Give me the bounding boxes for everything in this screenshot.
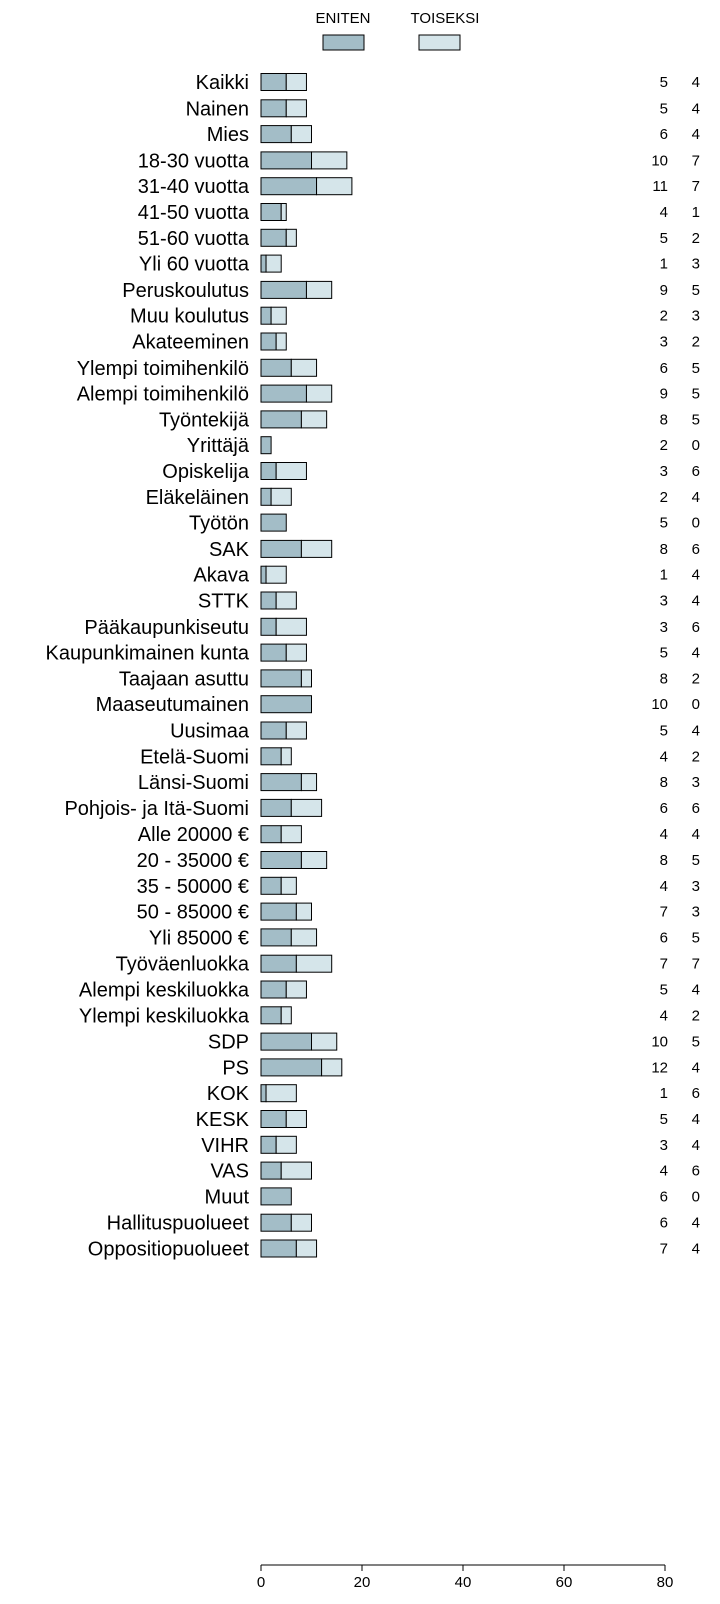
bar-toiseksi — [286, 644, 306, 661]
bar-row — [132, 332, 700, 354]
bar-eniten — [261, 981, 286, 998]
row-label: Maaseutumainen — [95, 694, 249, 717]
value-label-eniten: 6 — [659, 799, 668, 817]
legend-label-eniten: ENITEN — [315, 10, 371, 27]
bar-row — [193, 565, 700, 587]
value-label-eniten: 5 — [659, 100, 668, 118]
value-label-toiseksi: 0 — [691, 1188, 700, 1206]
value-label-toiseksi: 5 — [691, 929, 700, 947]
bar-row — [116, 954, 700, 976]
value-label-eniten: 6 — [659, 126, 668, 144]
value-label-eniten: 6 — [659, 1214, 668, 1232]
value-label-eniten: 8 — [659, 411, 668, 429]
value-label-eniten: 1 — [659, 255, 668, 273]
bar-eniten — [261, 152, 312, 169]
value-label-toiseksi: 4 — [691, 1214, 700, 1232]
value-label-eniten: 3 — [659, 592, 668, 610]
value-label-eniten: 2 — [659, 307, 668, 325]
value-label-toiseksi: 1 — [691, 204, 700, 221]
row-label: Akava — [193, 564, 249, 587]
row-label: Ylempi keskiluokka — [78, 1005, 249, 1028]
row-label: Eläkeläinen — [145, 486, 249, 509]
value-label-toiseksi: 3 — [691, 877, 700, 895]
row-label: 35 - 50000 € — [136, 875, 249, 898]
value-label-toiseksi: 4 — [691, 981, 700, 999]
bar-eniten — [261, 74, 286, 91]
bar-toiseksi — [291, 359, 316, 376]
value-label-toiseksi: 6 — [691, 463, 700, 480]
bar-row — [139, 254, 700, 276]
value-label-toiseksi: 6 — [691, 540, 700, 558]
bar-eniten — [261, 1033, 312, 1050]
row-label: Peruskoulutus — [122, 279, 249, 302]
value-label-eniten: 6 — [659, 929, 668, 947]
bar-toiseksi — [286, 100, 306, 117]
bar-row — [138, 150, 700, 172]
bar-row — [77, 358, 700, 380]
row-label: Akateeminen — [132, 331, 249, 354]
value-label-eniten: 4 — [659, 877, 668, 895]
legend-swatch-eniten — [323, 35, 364, 50]
row-label: Mies — [206, 124, 249, 147]
value-label-toiseksi: 4 — [691, 126, 700, 144]
value-label-eniten: 3 — [659, 463, 668, 480]
value-label-toiseksi: 2 — [691, 748, 700, 766]
row-label: 50 - 85000 € — [136, 901, 249, 924]
x-axis — [257, 1565, 674, 1591]
bar-row — [159, 409, 700, 431]
bar-rows — [46, 72, 700, 1261]
value-label-toiseksi: 3 — [691, 255, 700, 273]
value-label-eniten: 8 — [659, 670, 668, 688]
value-label-toiseksi: 6 — [691, 1162, 700, 1180]
bar-toiseksi — [271, 488, 291, 505]
value-label-eniten: 1 — [659, 566, 668, 584]
legend — [315, 10, 479, 50]
bar-row — [46, 643, 700, 665]
bar-row — [198, 591, 700, 613]
bar-row — [208, 1032, 700, 1054]
bar-row — [79, 1005, 700, 1027]
value-label-eniten: 11 — [652, 178, 668, 196]
bar-row — [77, 384, 700, 406]
value-label-eniten: 5 — [659, 514, 668, 532]
bar-toiseksi — [276, 463, 306, 480]
bar-toiseksi — [281, 1007, 291, 1024]
bar-row — [88, 1239, 700, 1261]
value-label-eniten: 7 — [659, 955, 668, 973]
bar-eniten — [261, 903, 296, 920]
bar-toiseksi — [306, 281, 331, 298]
legend-swatch-toiseksi — [419, 35, 460, 50]
value-label-eniten: 7 — [659, 1240, 668, 1258]
row-label: SAK — [208, 538, 249, 561]
value-label-toiseksi: 3 — [691, 774, 700, 792]
value-label-eniten: 6 — [659, 359, 668, 377]
bar-row — [207, 1083, 700, 1105]
row-label: Alempi toimihenkilö — [76, 383, 249, 406]
bar-toiseksi — [286, 1111, 306, 1128]
value-label-toiseksi: 4 — [691, 826, 700, 844]
bar-eniten — [261, 514, 286, 531]
bar-eniten — [261, 1111, 286, 1128]
bar-eniten — [261, 592, 276, 609]
bar-eniten — [261, 748, 281, 765]
row-label: Työntekijä — [158, 409, 249, 432]
bar-eniten — [261, 774, 301, 791]
value-label-eniten: 2 — [659, 437, 668, 455]
value-label-toiseksi: 4 — [691, 644, 700, 662]
value-label-eniten: 5 — [659, 981, 668, 999]
value-label-toiseksi: 3 — [691, 903, 700, 921]
row-label: KOK — [206, 1083, 249, 1106]
bar-row — [79, 980, 700, 1002]
value-label-eniten: 3 — [659, 1136, 668, 1154]
value-label-toiseksi: 6 — [691, 1085, 700, 1103]
bar-eniten — [261, 696, 312, 713]
row-label: Alempi keskiluokka — [78, 979, 249, 1002]
x-tick-label: 20 — [353, 1574, 371, 1591]
value-label-eniten: 4 — [659, 748, 668, 766]
bar-eniten — [261, 229, 286, 246]
value-label-toiseksi: 4 — [691, 592, 700, 610]
value-label-eniten: 10 — [651, 152, 668, 170]
bar-eniten — [261, 255, 266, 272]
row-label: 51-60 vuotta — [137, 227, 249, 250]
value-label-eniten: 5 — [659, 1111, 668, 1128]
bar-toiseksi — [281, 826, 301, 843]
bar-toiseksi — [276, 1136, 296, 1153]
row-label: Opiskelija — [162, 461, 249, 483]
bar-toiseksi — [281, 1162, 311, 1179]
x-tick-label: 60 — [555, 1574, 573, 1591]
value-label-eniten: 9 — [659, 281, 668, 299]
value-label-eniten: 8 — [659, 774, 668, 792]
bar-eniten — [261, 929, 291, 946]
row-label: Alle 20000 € — [137, 824, 249, 847]
bar-toiseksi — [291, 799, 321, 816]
value-label-toiseksi: 5 — [691, 1033, 700, 1051]
value-label-toiseksi: 0 — [691, 514, 700, 532]
bar-row — [140, 746, 700, 768]
row-label: Kaikki — [195, 72, 249, 94]
bar-eniten — [261, 437, 271, 454]
value-label-toiseksi: 4 — [691, 74, 700, 91]
bar-row — [96, 694, 700, 716]
x-tick-label: 0 — [256, 1574, 266, 1591]
value-label-toiseksi: 5 — [691, 411, 700, 429]
bar-row — [196, 72, 700, 94]
row-label: Yrittäjä — [186, 435, 249, 458]
value-label-toiseksi: 6 — [691, 618, 700, 636]
bar-eniten — [261, 385, 306, 402]
bar-eniten — [261, 566, 266, 583]
row-label: 18-30 vuotta — [137, 150, 249, 173]
bar-toiseksi — [301, 774, 316, 791]
value-label-toiseksi: 7 — [691, 955, 700, 973]
value-label-toiseksi: 3 — [691, 307, 700, 325]
bar-toiseksi — [291, 929, 316, 946]
row-label: VAS — [210, 1160, 249, 1183]
bar-row — [107, 1213, 700, 1235]
bar-toiseksi — [276, 333, 286, 350]
bar-toiseksi — [266, 255, 281, 272]
legend-label-toiseksi: TOISEKSI — [410, 10, 480, 27]
row-label: VIHR — [201, 1134, 249, 1157]
row-label: Työväenluokka — [115, 953, 249, 976]
bar-toiseksi — [286, 229, 296, 246]
bar-toiseksi — [286, 981, 306, 998]
bar-row — [162, 461, 700, 483]
bar-toiseksi — [312, 1033, 337, 1050]
row-label: Nainen — [185, 98, 249, 121]
row-label: Uusimaa — [170, 720, 249, 743]
bar-row — [138, 176, 700, 198]
value-label-toiseksi: 4 — [691, 722, 700, 740]
bar-toiseksi — [266, 566, 286, 583]
value-label-eniten: 7 — [659, 903, 668, 921]
bar-row — [201, 1135, 700, 1157]
bar-eniten — [261, 178, 317, 195]
bar-eniten — [261, 1214, 291, 1231]
value-label-eniten: 4 — [659, 1007, 668, 1025]
bar-row — [210, 1161, 700, 1183]
bar-toiseksi — [286, 74, 306, 91]
bar-toiseksi — [296, 903, 311, 920]
bar-toiseksi — [281, 204, 286, 221]
bar-eniten — [261, 1007, 281, 1024]
bar-toiseksi — [301, 670, 311, 687]
bar-row — [170, 721, 700, 743]
row-label: Hallituspuolueet — [106, 1212, 249, 1235]
bar-toiseksi — [301, 852, 326, 869]
row-label: PS — [222, 1057, 249, 1080]
row-label: Oppositiopuolueet — [87, 1238, 249, 1261]
value-label-toiseksi: 2 — [691, 333, 700, 351]
bar-toiseksi — [317, 178, 352, 195]
bar-toiseksi — [306, 385, 331, 402]
value-label-toiseksi: 7 — [691, 178, 700, 196]
value-label-toiseksi: 4 — [691, 566, 700, 584]
bar-toiseksi — [296, 955, 331, 972]
row-label: Ylempi toimihenkilö — [76, 357, 249, 380]
value-label-toiseksi: 5 — [691, 385, 700, 403]
bar-row — [149, 927, 700, 949]
row-label: 20 - 35000 € — [136, 850, 249, 872]
row-label: Pääkaupunkiseutu — [84, 616, 249, 639]
value-label-eniten: 3 — [659, 618, 668, 636]
bar-row — [205, 1186, 700, 1208]
bar-toiseksi — [312, 152, 347, 169]
row-label: Taajaan asuttu — [118, 668, 249, 691]
value-label-eniten: 6 — [659, 1188, 668, 1206]
bar-eniten — [261, 126, 291, 143]
row-label: SDP — [207, 1031, 249, 1054]
row-label: Etelä-Suomi — [140, 746, 249, 769]
bar-eniten — [261, 852, 301, 869]
bar-row — [222, 1057, 700, 1079]
value-label-toiseksi: 5 — [691, 359, 700, 377]
bar-eniten — [261, 100, 286, 117]
value-label-eniten: 5 — [659, 229, 668, 247]
bar-eniten — [261, 488, 271, 505]
bar-toiseksi — [291, 126, 311, 143]
bar-eniten — [261, 204, 281, 221]
bar-row — [84, 617, 700, 639]
row-label: STTK — [197, 590, 249, 613]
value-label-eniten: 10 — [651, 696, 668, 714]
value-label-toiseksi: 5 — [691, 281, 700, 299]
bar-toiseksi — [301, 411, 326, 428]
bar-eniten — [261, 1188, 291, 1205]
bar-eniten — [261, 333, 276, 350]
value-label-toiseksi: 4 — [691, 1111, 700, 1128]
bar-row — [138, 824, 700, 846]
value-label-toiseksi: 6 — [691, 799, 700, 817]
value-label-eniten: 5 — [659, 722, 668, 740]
row-label: 41-50 vuotta — [137, 202, 249, 224]
bar-row — [138, 202, 700, 224]
bar-eniten — [261, 463, 276, 480]
value-label-eniten: 5 — [659, 644, 668, 662]
value-label-eniten: 4 — [659, 204, 668, 221]
bar-toiseksi — [281, 748, 291, 765]
bar-eniten — [261, 1136, 276, 1153]
bar-toiseksi — [286, 722, 306, 739]
bar-eniten — [261, 877, 281, 894]
value-label-eniten: 10 — [651, 1033, 668, 1051]
bar-eniten — [261, 799, 291, 816]
bar-eniten — [261, 1162, 281, 1179]
bar-row — [64, 798, 700, 820]
bar-row — [119, 668, 700, 690]
bar-toiseksi — [301, 540, 331, 557]
bar-eniten — [261, 826, 281, 843]
bar-eniten — [261, 1059, 322, 1076]
bar-eniten — [261, 618, 276, 635]
bar-row — [138, 772, 700, 794]
value-label-toiseksi: 2 — [691, 670, 700, 688]
value-label-eniten: 9 — [659, 385, 668, 403]
x-tick-label: 80 — [656, 1574, 674, 1591]
row-label: Työtön — [188, 512, 249, 535]
value-label-toiseksi: 2 — [691, 1007, 700, 1025]
bar-row — [209, 539, 700, 561]
value-label-toiseksi: 0 — [691, 437, 700, 455]
bar-row — [130, 306, 700, 328]
row-label: Yli 85000 € — [148, 927, 249, 950]
row-label: Yli 60 vuotta — [138, 253, 249, 276]
bar-toiseksi — [291, 1214, 311, 1231]
value-label-eniten: 8 — [659, 540, 668, 558]
bar-toiseksi — [276, 618, 306, 635]
bar-toiseksi — [276, 592, 296, 609]
value-label-eniten: 3 — [659, 333, 668, 351]
bar-row — [186, 98, 700, 120]
value-label-eniten: 4 — [659, 1162, 668, 1180]
bar-toiseksi — [296, 1240, 316, 1257]
bar-row — [187, 435, 700, 457]
value-label-eniten: 4 — [659, 826, 668, 844]
bar-row — [138, 228, 700, 250]
bar-toiseksi — [266, 1085, 296, 1102]
bar-row — [207, 124, 700, 146]
bar-eniten — [261, 1085, 266, 1102]
bar-row — [137, 850, 700, 872]
value-label-toiseksi: 2 — [691, 229, 700, 247]
value-label-toiseksi: 4 — [691, 1059, 700, 1077]
value-label-toiseksi: 4 — [691, 488, 700, 506]
value-label-toiseksi: 4 — [691, 100, 700, 118]
bar-eniten — [261, 411, 301, 428]
value-label-toiseksi: 5 — [691, 852, 700, 869]
row-label: Länsi-Suomi — [137, 772, 249, 795]
bar-row — [196, 1109, 700, 1131]
bar-eniten — [261, 722, 286, 739]
row-label: KESK — [195, 1109, 249, 1131]
bar-toiseksi — [322, 1059, 342, 1076]
row-label: Muut — [204, 1186, 249, 1209]
bar-eniten — [261, 307, 271, 324]
bar-row — [137, 876, 700, 898]
bar-eniten — [261, 359, 291, 376]
row-label: 31-40 vuotta — [137, 176, 249, 199]
bar-toiseksi — [281, 877, 296, 894]
x-tick-label: 40 — [454, 1574, 472, 1591]
bar-eniten — [261, 540, 301, 557]
row-label: Muu koulutus — [130, 305, 249, 328]
bar-eniten — [261, 281, 306, 298]
value-label-toiseksi: 7 — [691, 152, 700, 170]
bar-row — [137, 902, 700, 924]
row-label: Kaupunkimainen kunta — [45, 642, 249, 665]
row-label: Pohjois- ja Itä-Suomi — [64, 797, 249, 820]
value-label-toiseksi: 0 — [691, 696, 700, 714]
bar-row — [146, 487, 700, 509]
bar-eniten — [261, 644, 286, 661]
bar-eniten — [261, 955, 296, 972]
value-label-eniten: 12 — [651, 1059, 668, 1077]
value-label-eniten: 2 — [659, 488, 668, 506]
value-label-toiseksi: 4 — [691, 1240, 700, 1258]
bar-eniten — [261, 1240, 296, 1257]
value-label-eniten: 1 — [659, 1085, 668, 1103]
value-label-toiseksi: 4 — [691, 1136, 700, 1154]
bar-row — [122, 280, 700, 302]
bar-toiseksi — [271, 307, 286, 324]
value-label-eniten: 8 — [659, 852, 668, 869]
bar-eniten — [261, 670, 301, 687]
bar-row — [189, 513, 700, 535]
value-label-eniten: 5 — [659, 74, 668, 91]
